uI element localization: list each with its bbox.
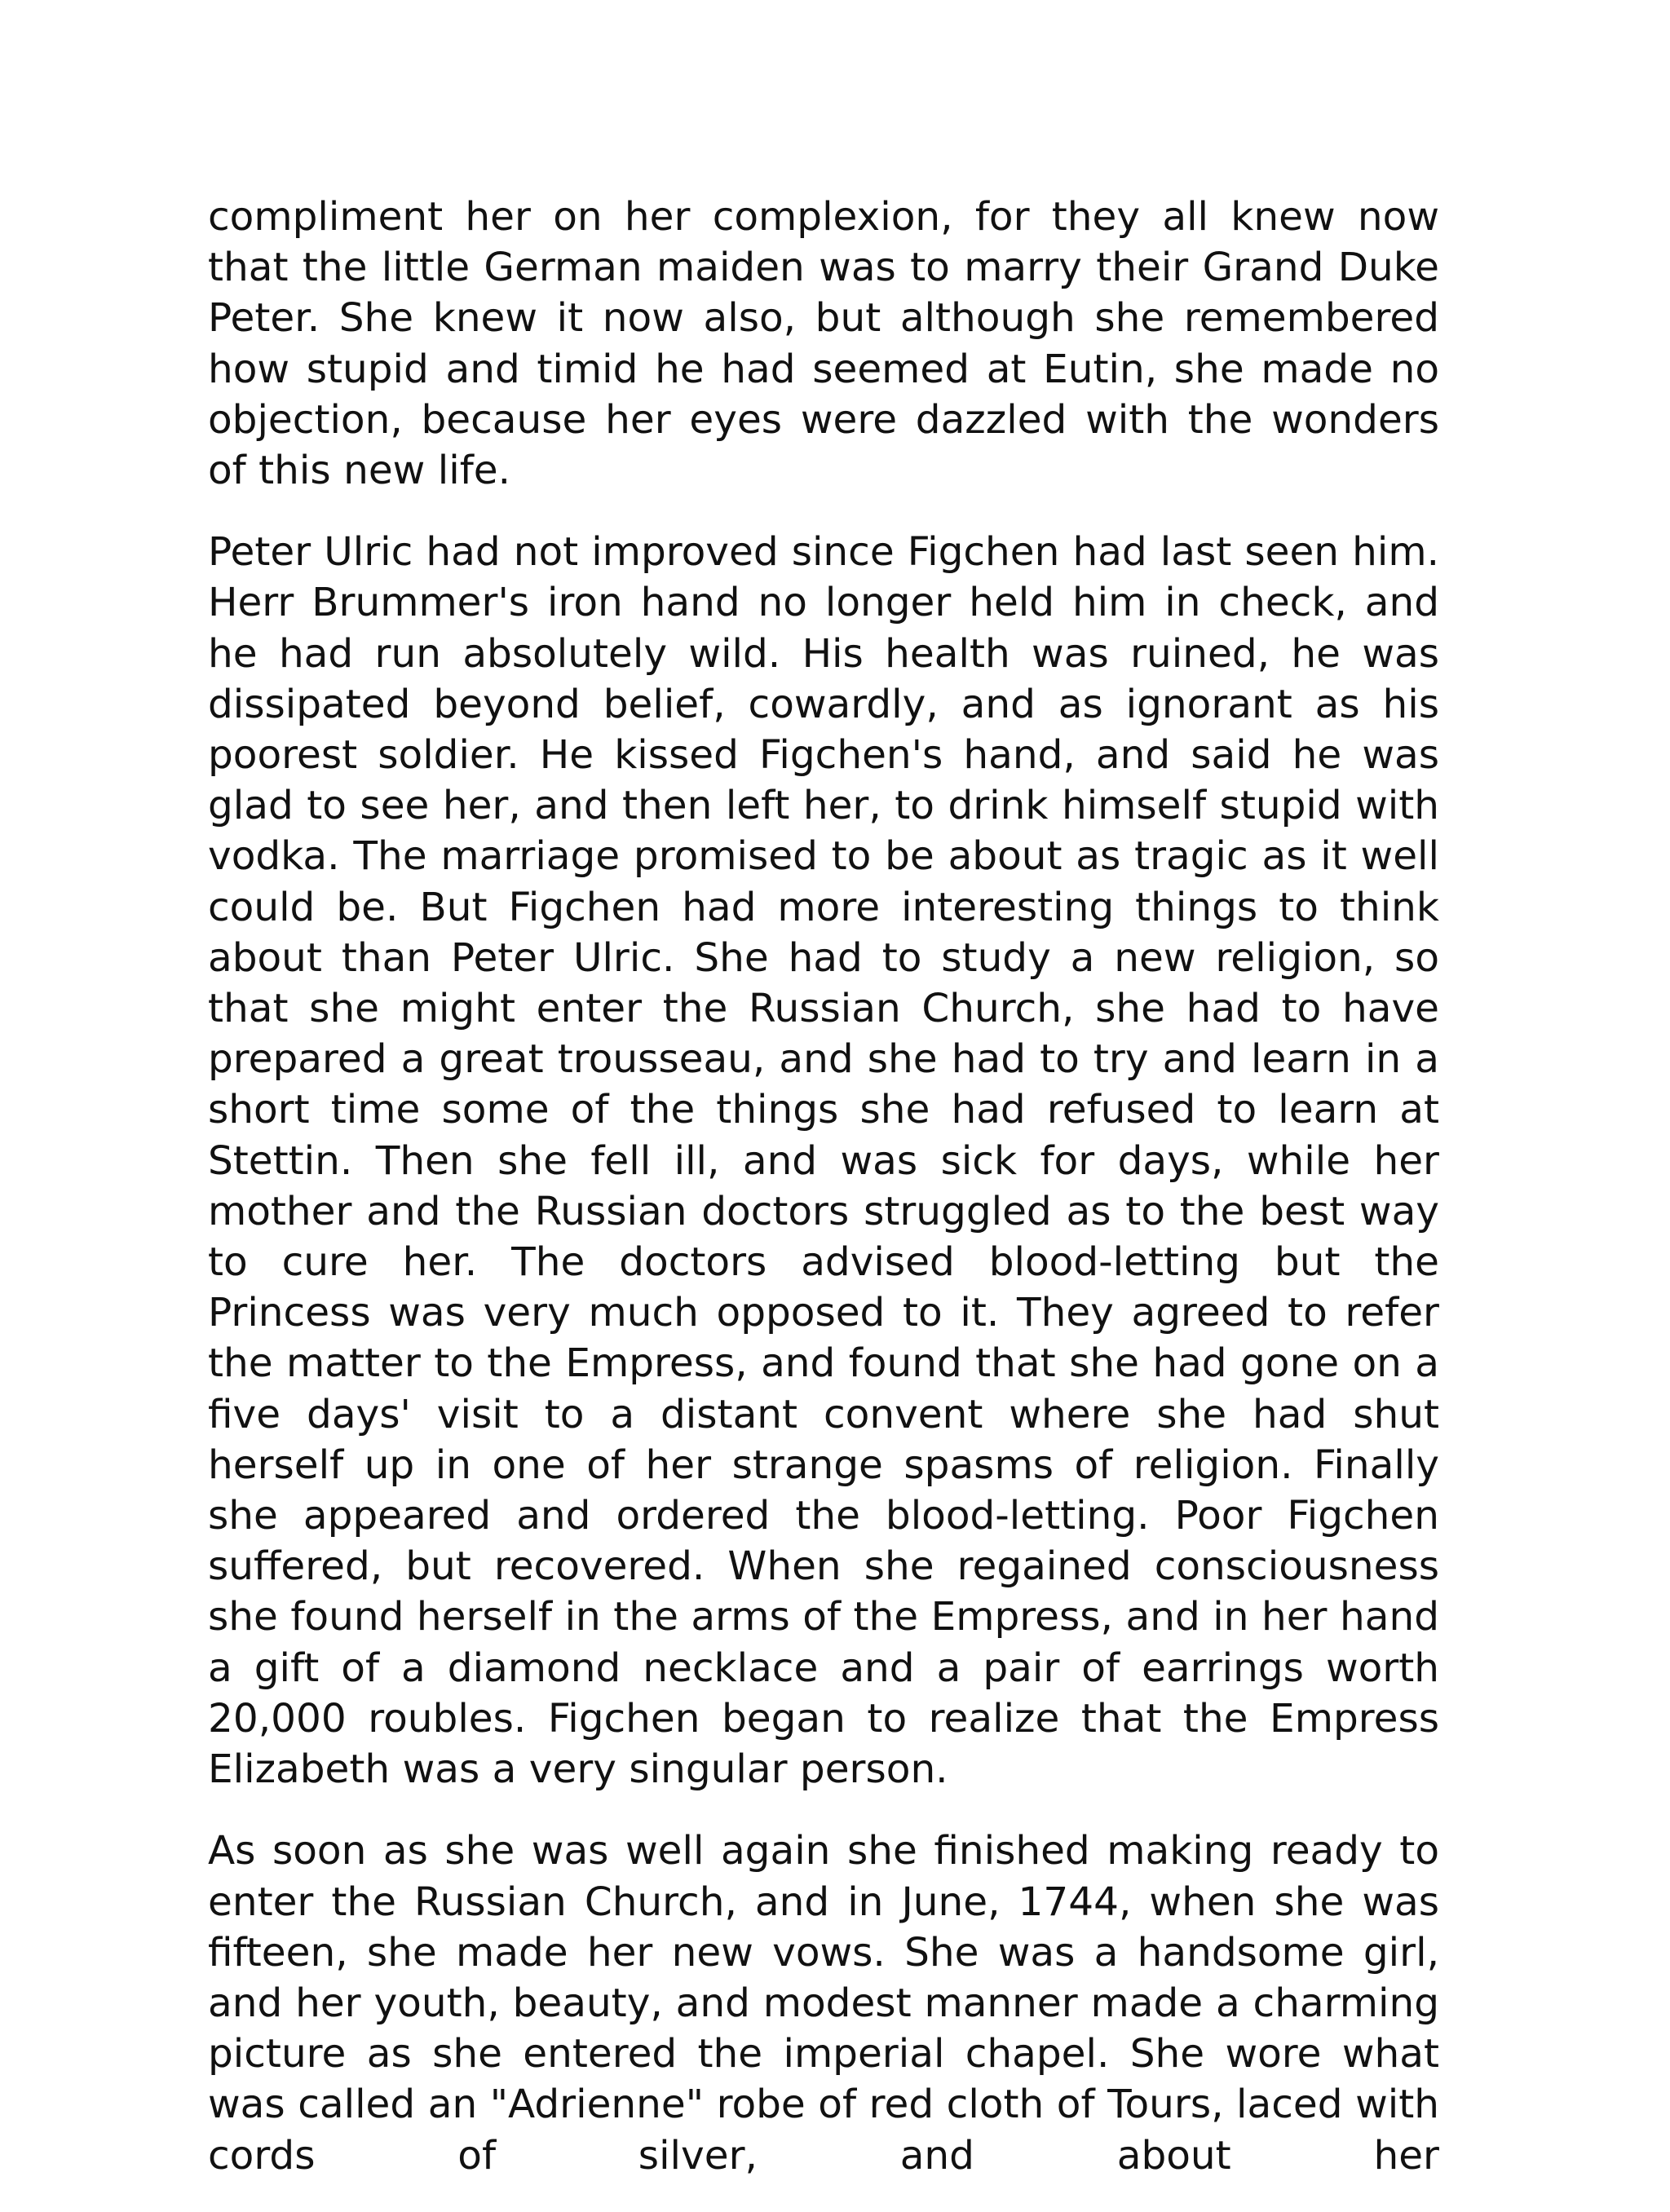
paragraph-2: Peter Ulric had not improved since Figchen had last seen him. Herr Brummer's iron hand no longer held him in check, and he had run absolutely wild. His health was ruined, he was dissipated beyond belief, cowardly, and as ignorant as his poorest soldier. He kissed Figchen's hand, and said he was glad to see her, and then left her, to drink himself stupid with vodka. The marriage promised to be about as tragic as it well could be. But Figchen had more interesting things to think about than Peter Ulric. She had to study a new religion, so that she might enter the Russian Church, she had to have prepared a great trousseau, and she had to try and learn in a short time some of the things she had refused to learn at Stettin. Then she fell ill, and was sick for days, while her mother and the Russian doctors struggled as to the best way to cure her. The doctors advised blood-letting but the Princess was very much opposed to it. They agreed to refer the matter to the Empress, and found that she had gone on a five days' visit to a distant convent where she had shut herself up in one of her strange spasms of religion. Finally she appeared and ordered the blood-letting. Poor Figchen suffered, but recovered. When she regained consciousness she found herself in the arms of the Empress, and in her hand a gift of a diamond necklace and a pair of earrings worth 20,000 roubles. Figchen began to realize that the Empress Elizabeth was a very singular person.: [208, 529, 1439, 1793]
page-text: [208, 192, 1439, 2212]
paragraph-3: As soon as she was well again she finished making ready to enter the Russian Church, and in June, 1744, when she was fifteen, she made her new vows. She was a handsome girl, and her youth, beauty, and modest manner made a charming picture as she entered the imperial chapel. She wore what was called an "Adrienne" robe of red cloth of Tours, laced with cords of silver, and about her: [208, 1828, 1439, 2179]
paragraph-1: compliment her on her complexion, for they all knew now that the little German maiden was to marry their Grand Duke Peter. She knew it now also, but although she remembered how stupid and timid he had seemed at Eutin, she made no objection, because her eyes were dazzled with the wonders of this new life.: [208, 194, 1439, 494]
